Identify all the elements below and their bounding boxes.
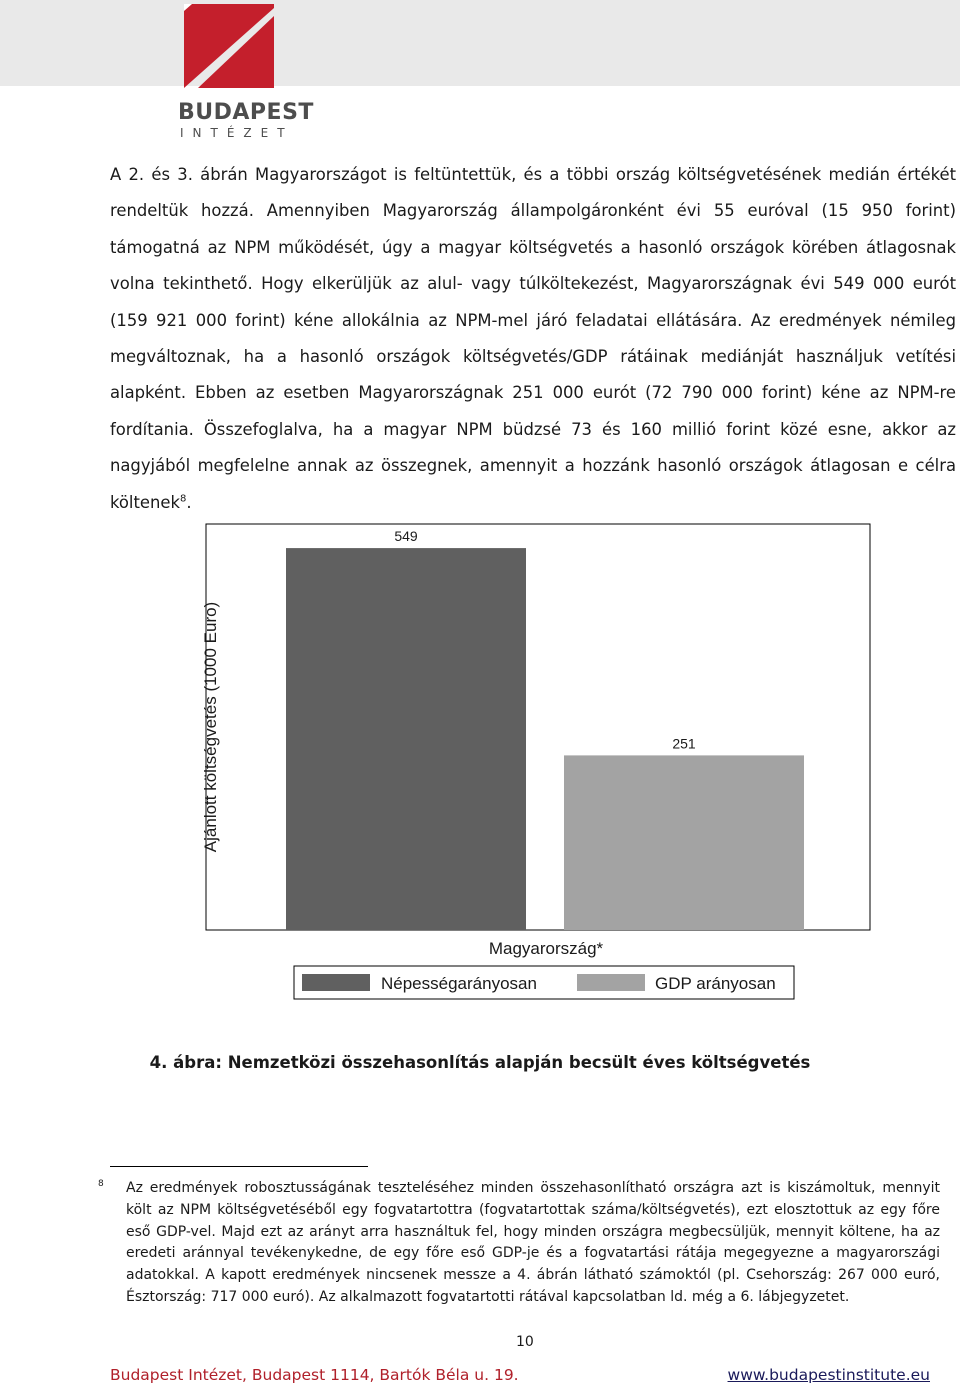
header-band: [0, 0, 960, 86]
budget-bar-chart: [180, 518, 880, 1008]
bar-value-label-gdp-aranyosan: 251: [672, 735, 696, 752]
footnote-text: Az eredmények robosztusságának teszteléséhez minden összehasonlítható országra azt is kiszámoltuk, mennyit költ az NPM költségvetéséből egy fogvatartottra (fogvatartottak száma/költségvetés), ezt elosztottuk az egy főre eső GDP-vel. Majd ezt az arányt arra használtuk fel, hogy minden országra megbecsüljük, mennyit költene, ha az eredeti aránnyal tevékenykedne, de egy főre eső GDP-je és a fogvatartási rátája megegyezne a magyarországi adatokkal. A kapott eredmények nincsenek messze a 4. ábrán látható számoktól (pl. Csehország: 267 000 euró, Észtország: 717 000 euró). Az alkalmazott fogvatartotti rátával kapcsolatban ld. még a 6. lábjegyzetet.: [126, 1180, 940, 1305]
legend-swatch-nepessegaranyosan: [302, 974, 370, 991]
legend-label-gdp-aranyosan: GDP arányosan: [655, 974, 776, 993]
x-category-label: Magyarország*: [488, 939, 604, 958]
footer-website-link[interactable]: www.budapestinstitute.eu: [727, 1366, 930, 1384]
logo-mark-icon: [184, 4, 274, 88]
body-paragraph-text: A 2. és 3. ábrán Magyarországot is feltüntettük, és a többi ország költségvetésének medián értékét rendeltük hozzá. Amennyiben Magyarország állampolgáronként évi 55 euróval (15 950 forint) támogatná az NPM működését, úgy a magyar költségvetés a hasonló országok körében átlagosnak volna tekinthető. Hogy elkerüljük az alul- vagy túlköltekezést, Magyarországnak évi 549 000 eurót (159 921 000 forint) kéne allokálnia az NPM-mel járó feladatai ellátására. Az eredmények némileg megváltoznak, ha a hasonló országok költségvetés/GDP rátáinak mediánját használjuk vetítési alapként. Ebben az esetben Magyarországnak 251 000 eurót (72 790 000 forint) kéne az NPM-re fordítania. Összefoglalva, ha a magyar NPM büdzsé 73 és 160 millió forint közé esne, akkor az nagyjából megfelelne annak az összegnek, amennyit a hozzánk hasonló országok átlagosan e célra költenek: [110, 165, 956, 512]
bar-gdp-aranyosan: [564, 755, 804, 930]
logo-name: BUDAPEST: [178, 100, 314, 125]
footnote-divider: [110, 1166, 368, 1167]
bar-nepessegaranyosan: [286, 548, 526, 930]
bar-value-label-nepessegaranyosan: 549: [394, 528, 418, 545]
footer-address: Budapest Intézet, Budapest 1114, Bartók Béla u. 19.: [110, 1366, 519, 1384]
legend-label-nepessegaranyosan: Népességarányosan: [381, 974, 537, 993]
y-axis-label: Ajánlott költségvetés (1000 Euro): [201, 601, 220, 853]
legend: [294, 966, 794, 999]
legend-swatch-gdp-aranyosan: [577, 974, 645, 991]
logo-subtitle: INTÉZET: [180, 126, 294, 140]
figure-caption: 4. ábra: Nemzetközi összehasonlítás alapján becsült éves költségvetés: [149, 1053, 811, 1072]
body-paragraph: [110, 157, 956, 521]
body-paragraph-end: .: [186, 492, 192, 512]
footnote: [98, 1178, 940, 1309]
footnote-reference: 8: [179, 493, 187, 505]
bars-group: [286, 528, 804, 930]
footnote-mark: 8: [98, 1179, 104, 1189]
page-number: 10: [516, 1334, 534, 1350]
